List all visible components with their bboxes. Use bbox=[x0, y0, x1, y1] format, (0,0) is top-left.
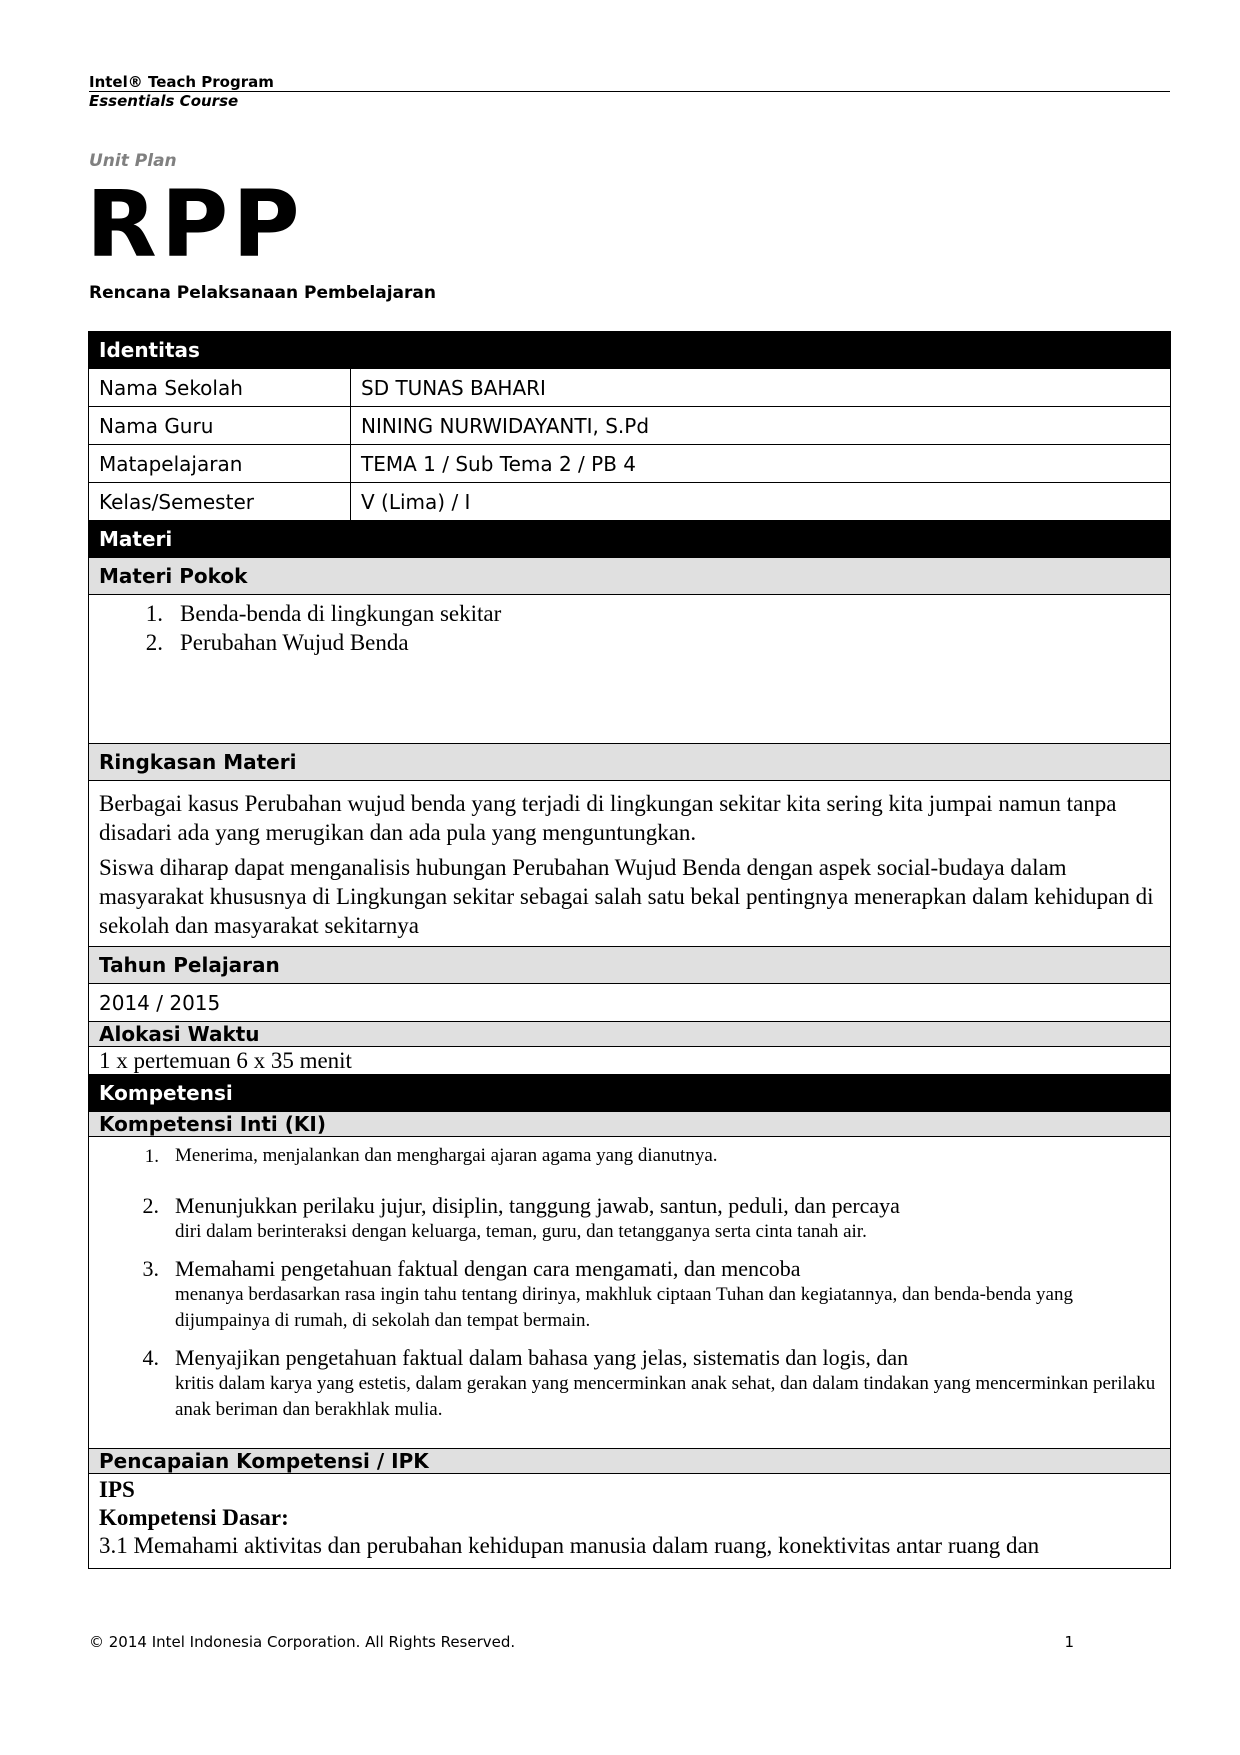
copyright-text: © 2014 Intel Indonesia Corporation. All Rights Reserved. bbox=[89, 1633, 516, 1651]
ki-main: Menyajikan pengetahuan faktual dalam bahasa yang jelas, sistematis dan logis, dan bbox=[175, 1345, 909, 1370]
subsection-heading: Kompetensi Inti (KI) bbox=[89, 1112, 1171, 1137]
ki-body bbox=[175, 1143, 718, 1170]
unit-plan-label: Unit Plan bbox=[89, 151, 177, 171]
page-number: 1 bbox=[1064, 1633, 1074, 1651]
subsection-ringkasan bbox=[89, 744, 1171, 781]
section-materi bbox=[89, 521, 1171, 558]
ki-body bbox=[175, 1192, 900, 1245]
materi-pokok-list bbox=[99, 599, 1160, 657]
subsection-tahun bbox=[89, 947, 1171, 984]
waktu-value: 1 x pertemuan 6 x 35 menit bbox=[89, 1047, 1171, 1075]
list-number: 4. bbox=[142, 1345, 159, 1370]
list-number: 1. bbox=[144, 1146, 159, 1167]
section-kompetensi bbox=[89, 1075, 1171, 1112]
list-item bbox=[99, 599, 1160, 628]
ki-detail: diri dalam berinteraksi dengan keluarga, teman, guru, dan tetangganya serta cinta tanah air. bbox=[175, 1221, 867, 1242]
subsection-waktu bbox=[89, 1022, 1171, 1047]
subsection-ipk bbox=[89, 1449, 1171, 1474]
ki-main: Memahami pengetahuan faktual dengan cara mengamati, dan mencoba bbox=[175, 1256, 801, 1281]
course-name: Essentials Course bbox=[89, 92, 239, 110]
list-number: 2. bbox=[145, 630, 163, 655]
list-item bbox=[99, 1344, 1160, 1423]
ki-main: Menunjukkan perilaku jujur, disiplin, tanggung jawab, santun, peduli, dan percaya bbox=[175, 1193, 900, 1218]
identity-row bbox=[89, 369, 1171, 407]
ki-detail: Menerima, menjalankan dan menghargai ajaran agama yang dianutnya. bbox=[175, 1145, 718, 1166]
subsection-heading: Alokasi Waktu bbox=[89, 1022, 1171, 1047]
ki-body bbox=[175, 1344, 1160, 1423]
section-heading: Identitas bbox=[89, 332, 1171, 369]
identity-label: Kelas/Semester bbox=[89, 483, 351, 521]
document-header bbox=[89, 74, 1170, 110]
subsection-heading: Tahun Pelajaran bbox=[89, 947, 1171, 984]
subsection-heading: Ringkasan Materi bbox=[89, 744, 1171, 781]
subsection-heading: Materi Pokok bbox=[89, 558, 1171, 595]
rpp-table bbox=[88, 331, 1171, 1569]
page-subtitle: Rencana Pelaksanaan Pembelajaran bbox=[89, 283, 436, 303]
list-number: 2. bbox=[142, 1193, 159, 1218]
identity-label: Matapelajaran bbox=[89, 445, 351, 483]
waktu-row bbox=[89, 1047, 1171, 1075]
list-item bbox=[99, 1143, 1160, 1170]
subsection-ki bbox=[89, 1112, 1171, 1137]
list-item bbox=[99, 1255, 1160, 1334]
ringkasan-content bbox=[89, 781, 1171, 947]
materi-pokok-row bbox=[89, 595, 1171, 744]
program-name: Intel® Teach Program bbox=[89, 73, 274, 91]
ki-detail: kritis dalam karya yang estetis, dalam gerakan yang mencerminkan anak sehat, dan dalam tindakan yang mencerminkan perilaku anak beriman dan berakhlak mulia. bbox=[175, 1373, 1156, 1420]
identity-row bbox=[89, 407, 1171, 445]
section-heading: Kompetensi bbox=[89, 1075, 1171, 1112]
ki-detail: menanya berdasarkan rasa ingin tahu tentang dirinya, makhluk ciptaan Tuhan dan kegiatannya, dan benda-benda yang dijumpainya di rumah, di sekolah dan tempat bermain. bbox=[175, 1284, 1073, 1331]
subsection-materi-pokok bbox=[89, 558, 1171, 595]
identity-value: NINING NURWIDAYANTI, S.Pd bbox=[351, 407, 1171, 445]
identity-row bbox=[89, 483, 1171, 521]
ringkasan-paragraph: Siswa diharap dapat menganalisis hubungan Perubahan Wujud Benda dengan aspek social-budaya dalam masyarakat khususnya di Lingkungan sekitar sebagai salah satu bekal pentingnya menerapkan dalam kehidupan di sekolah dan masyarakat sekitarnya bbox=[99, 855, 1154, 938]
ringkasan-paragraph: Berbagai kasus Perubahan wujud benda yang terjadi di lingkungan sekitar kita sering kita jumpai namun tanpa disadari ada yang merugikan dan ada pula yang menguntungkan. bbox=[99, 791, 1117, 845]
tahun-row bbox=[89, 984, 1171, 1022]
tahun-value: 2014 / 2015 bbox=[89, 984, 1171, 1022]
identity-value: TEMA 1 / Sub Tema 2 / PB 4 bbox=[351, 445, 1171, 483]
identity-label: Nama Sekolah bbox=[89, 369, 351, 407]
list-number: 3. bbox=[142, 1256, 159, 1281]
ipk-row bbox=[89, 1474, 1171, 1569]
ki-body bbox=[175, 1255, 1160, 1334]
list-item bbox=[99, 1192, 1160, 1245]
identity-value: V (Lima) / I bbox=[351, 483, 1171, 521]
kd-label: Kompetensi Dasar: bbox=[99, 1505, 289, 1530]
section-identitas bbox=[89, 332, 1171, 369]
kd-text: 3.1 Memahami aktivitas dan perubahan kehidupan manusia dalam ruang, konektivitas antar ruang dan bbox=[99, 1533, 1040, 1558]
ipk-content bbox=[89, 1474, 1171, 1569]
list-item bbox=[99, 628, 1160, 657]
list-text: Perubahan Wujud Benda bbox=[180, 630, 409, 655]
materi-pokok-content bbox=[89, 595, 1171, 744]
list-text: Benda-benda di lingkungan sekitar bbox=[180, 601, 502, 626]
identity-row bbox=[89, 445, 1171, 483]
page-title: RPP bbox=[86, 171, 304, 278]
section-heading: Materi bbox=[89, 521, 1171, 558]
ips-label: IPS bbox=[99, 1477, 135, 1502]
subsection-heading: Pencapaian Kompetensi / IPK bbox=[89, 1449, 1171, 1474]
ringkasan-row bbox=[89, 781, 1171, 947]
identity-value: SD TUNAS BAHARI bbox=[351, 369, 1171, 407]
page-footer bbox=[89, 1633, 1074, 1651]
ki-row bbox=[89, 1137, 1171, 1449]
identity-label: Nama Guru bbox=[89, 407, 351, 445]
ki-content bbox=[89, 1137, 1171, 1449]
list-number: 1. bbox=[145, 601, 163, 626]
